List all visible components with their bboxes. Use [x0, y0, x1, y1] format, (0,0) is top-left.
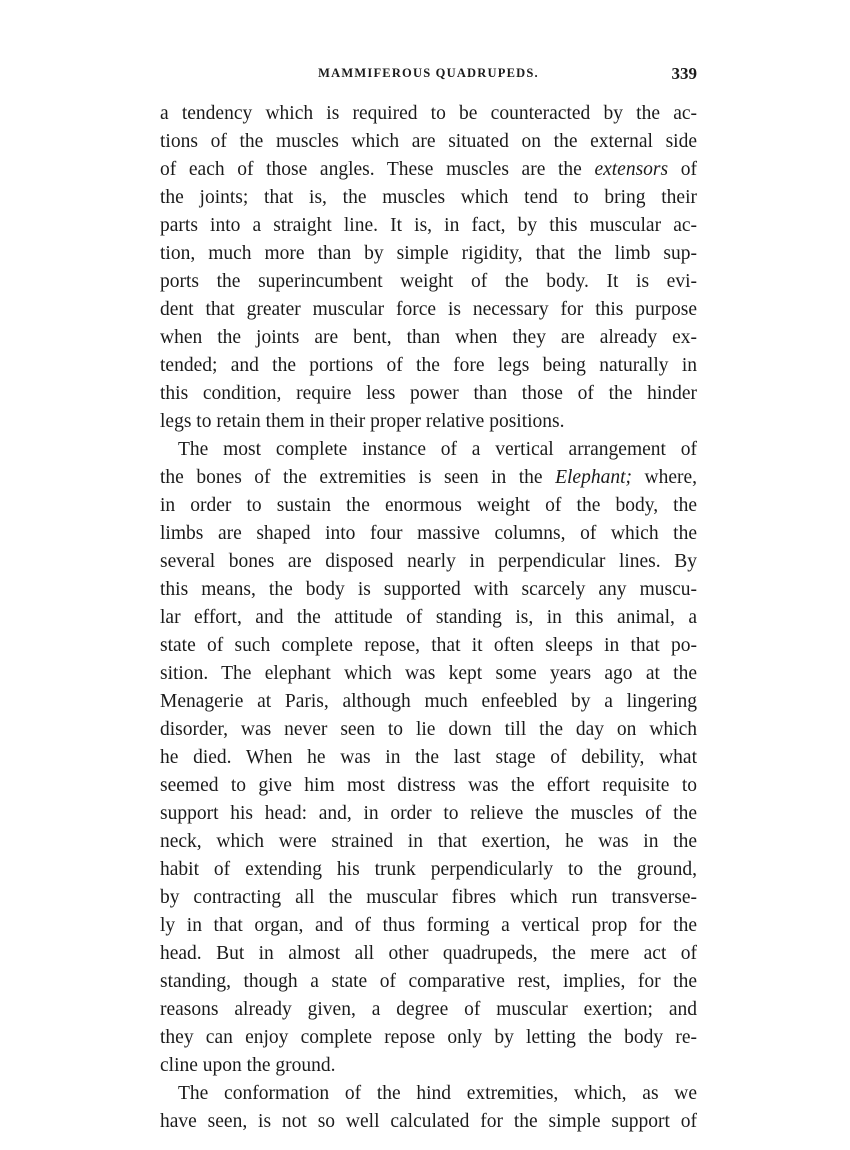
text-line: lar effort, and the attitude of standing is, in this animal, a: [160, 607, 697, 628]
text-line: tion, much more than by simple rigidity, that the limb sup-: [160, 243, 697, 264]
text-line: this means, the body is supported with scarcely any muscu-: [160, 579, 697, 600]
text-line: The most complete instance of a vertical arrangement of: [178, 439, 697, 460]
text-line: the bones of the extremities is seen in the Elephant; where,: [160, 467, 698, 488]
text-line: cline upon the ground.: [160, 1055, 336, 1076]
running-head: [160, 66, 697, 86]
text-line: seemed to give him most distress was the effort requisite to: [160, 775, 697, 796]
italic-term: extensors: [594, 159, 669, 180]
text-line: in order to sustain the enormous weight of the body, the: [160, 495, 697, 516]
text-line: when the joints are bent, than when they are already ex-: [160, 327, 697, 348]
text-line: a tendency which is required to be counteracted by the ac-: [160, 103, 697, 124]
text-line: state of such complete repose, that it often sleeps in that po-: [160, 635, 697, 656]
text-line: ly in that organ, and of thus forming a vertical prop for the: [160, 915, 697, 936]
text-line: head. But in almost all other quadrupeds, the mere act of: [160, 943, 697, 964]
text-line: tions of the muscles which are situated on the external side: [160, 131, 697, 152]
text-line: standing, though a state of comparative rest, implies, for the: [160, 971, 697, 992]
text-line: The conformation of the hind extremities, which, as we: [178, 1083, 697, 1104]
text-line: neck, which were strained in that exertion, he was in the: [160, 831, 697, 852]
text-line: this condition, require less power than those of the hinder: [160, 383, 697, 404]
text-line: limbs are shaped into four massive columns, of which the: [160, 523, 697, 544]
text-line: the joints; that is, the muscles which tend to bring their: [160, 187, 697, 208]
running-title: MAMMIFEROUS QUADRUPEDS.: [318, 66, 539, 80]
text-line: several bones are disposed nearly in perpendicular lines. By: [160, 551, 697, 572]
text-line: sition. The elephant which was kept some years ago at the: [160, 663, 697, 684]
text-line: they can enjoy complete repose only by letting the body re-: [160, 1027, 697, 1048]
text-line: parts into a straight line. It is, in fact, by this muscular ac-: [160, 215, 697, 236]
page-number: 339: [671, 64, 697, 83]
text-line: support his head: and, in order to relieve the muscles of the: [160, 803, 697, 824]
text-line: legs to retain them in their proper relative positions.: [160, 411, 565, 432]
text-line: disorder, was never seen to lie down till the day on which: [160, 719, 697, 740]
text-line: Menagerie at Paris, although much enfeebled by a lingering: [160, 691, 697, 712]
text-line: by contracting all the muscular fibres which run transverse-: [160, 887, 697, 908]
text-line: he died. When he was in the last stage of debility, what: [160, 747, 697, 768]
text-line: of each of those angles. These muscles are the extensors of: [160, 159, 697, 180]
text-line: habit of extending his trunk perpendicularly to the ground,: [160, 859, 697, 880]
text-line: ports the superincumbent weight of the body. It is evi-: [160, 271, 697, 292]
text-line: have seen, is not so well calculated for the simple support of: [160, 1111, 697, 1132]
italic-term: Elephant;: [555, 467, 632, 488]
text-line: dent that greater muscular force is necessary for this purpose: [160, 299, 697, 320]
body-text: [160, 100, 697, 1136]
text-line: reasons already given, a degree of muscular exertion; and: [160, 999, 697, 1020]
text-line: tended; and the portions of the fore legs being naturally in: [160, 355, 697, 376]
